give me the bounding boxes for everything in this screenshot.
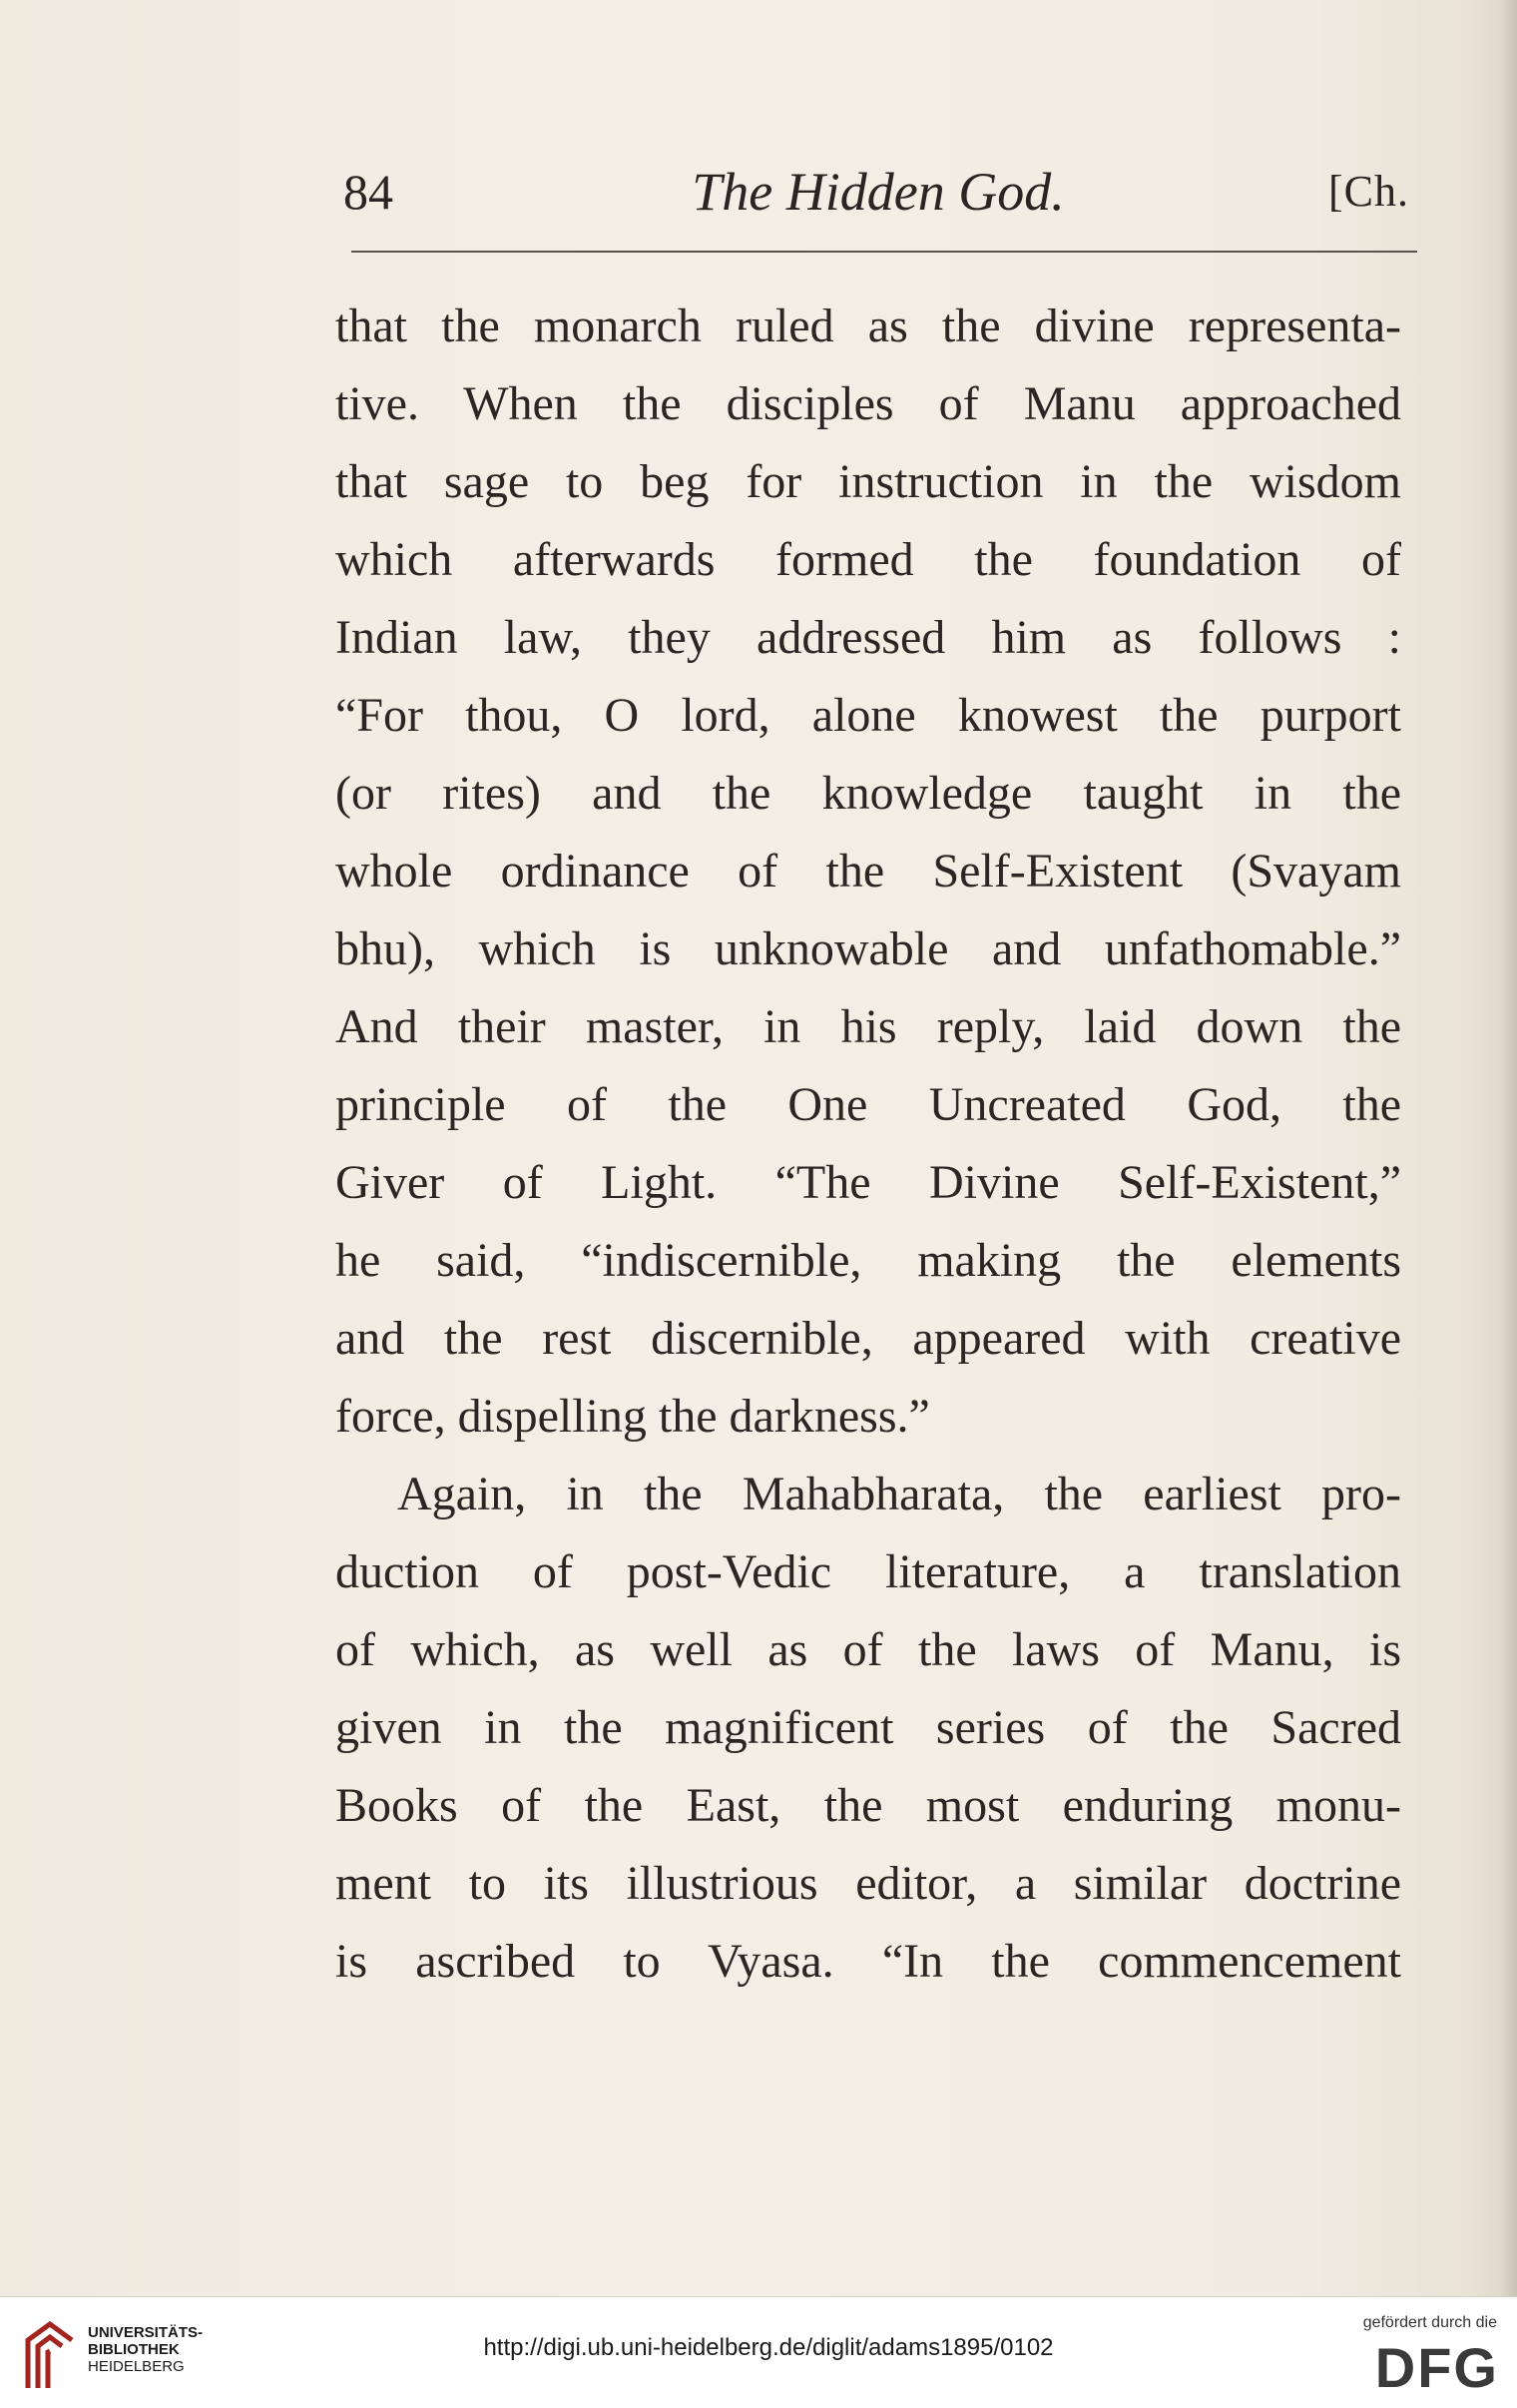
ub-heidelberg-logo-icon[interactable]	[20, 2318, 80, 2390]
body-text	[335, 288, 1401, 2001]
text-line: whole ordinance of the Self-Existent (Svayam	[335, 845, 1401, 898]
library-name-line: BIBLIOTHEK	[88, 2341, 180, 2358]
library-name[interactable]	[88, 2324, 203, 2375]
text-line: principle of the One Uncreated God, the	[335, 1078, 1401, 1131]
paragraph-start-line: Again, in the Mahabharata, the earliest pro-	[397, 1468, 1401, 1520]
text-line: force, dispelling the darkness.”	[335, 1390, 930, 1443]
text-line: bhu), which is unknowable and unfathomable.”	[335, 922, 1401, 975]
page-header	[339, 152, 1417, 232]
header-rule	[351, 251, 1417, 253]
permalink-url[interactable]: http://digi.ub.uni-heidelberg.de/diglit/adams1895/0102	[483, 2334, 1054, 2361]
text-line: Giver of Light. “The Divine Self-Existent,”	[335, 1156, 1401, 1209]
chapter-mark: [Ch.	[1328, 167, 1409, 216]
text-line: (or rites) and the knowledge taught in the	[335, 767, 1401, 820]
text-line: duction of post-Vedic literature, a translation	[335, 1545, 1401, 1598]
text-line: Indian law, they addressed him as follows :	[335, 611, 1401, 664]
text-line: “For thou, O lord, alone knowest the purport	[335, 689, 1401, 742]
page-edge	[1503, 0, 1517, 2296]
text-line: of which, as well as of the laws of Manu, is	[335, 1623, 1401, 1676]
library-name-line: HEIDELBERG	[88, 2358, 185, 2375]
text-line: is ascribed to Vyasa. “In the commencement	[335, 1935, 1401, 1988]
text-line: Books of the East, the most enduring monu-	[335, 1779, 1401, 1832]
text-line: that sage to beg for instruction in the wisdom	[335, 455, 1401, 508]
library-name-line: UNIVERSITÄTS-	[88, 2324, 204, 2341]
text-line: given in the magnificent series of the Sacred	[335, 1701, 1401, 1754]
text-line: ment to its illustrious editor, a similar doctrine	[335, 1857, 1401, 1910]
text-line: tive. When the disciples of Manu approached	[335, 377, 1401, 430]
text-line: he said, “indiscernible, making the elements	[335, 1234, 1401, 1287]
funding-label: gefördert durch die	[1362, 2314, 1497, 2331]
running-title: The Hidden God.	[692, 162, 1065, 222]
page-number: 84	[343, 164, 393, 220]
text-line: And their master, in his reply, laid down the	[335, 1000, 1401, 1053]
text-line: that the monarch ruled as the divine representa-	[335, 300, 1401, 352]
text-line: which afterwards formed the foundation of	[335, 533, 1401, 586]
text-line: and the rest discernible, appeared with creative	[335, 1312, 1401, 1365]
dfg-logo[interactable]: DFG	[1374, 2336, 1499, 2399]
